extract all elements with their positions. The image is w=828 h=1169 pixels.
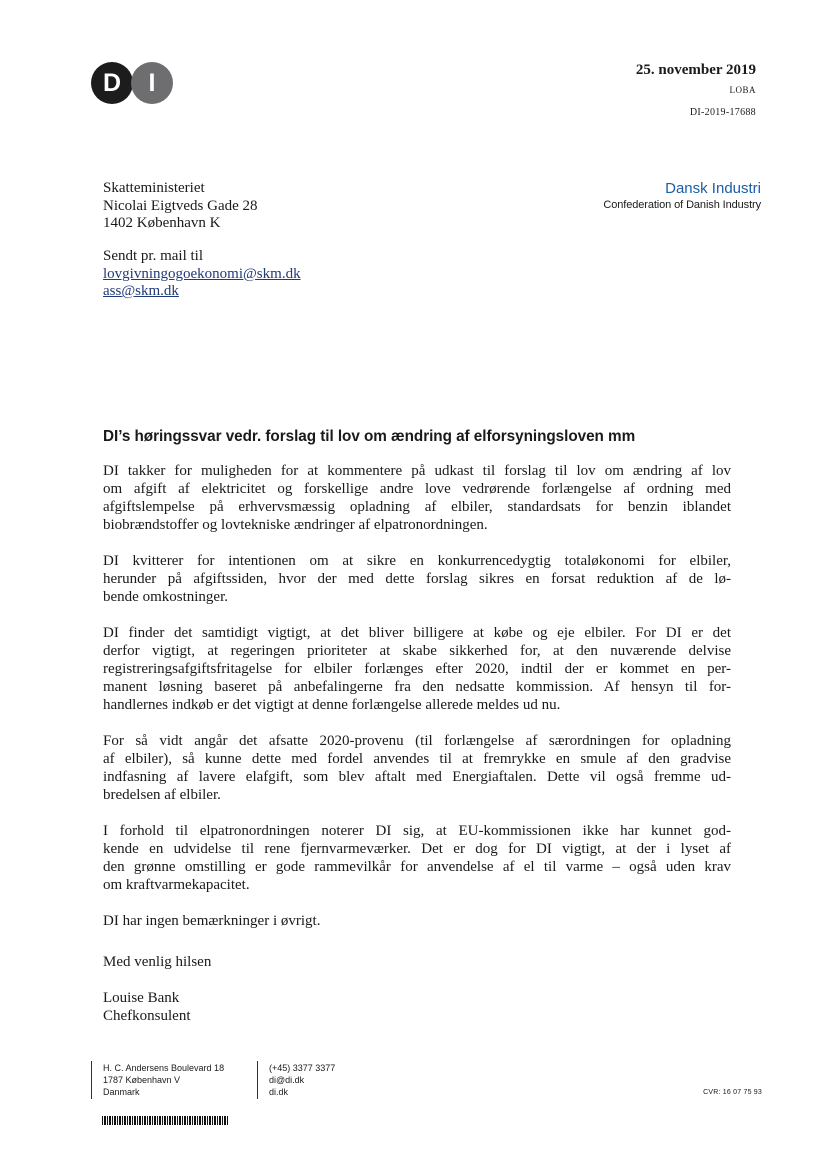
signer-name: Louise Bank (103, 990, 180, 1006)
paragraph-line: om afgift af elektricitet og forskellige andre love vedrørende forlængelse af ordning med (103, 481, 731, 497)
organization-name: Dansk Industri (665, 180, 761, 197)
recipient-street: Nicolai Eigtveds Gade 28 (103, 197, 258, 214)
reference-number: DI-2019-17688 (689, 107, 756, 118)
closing-greeting: Med venlig hilsen (103, 954, 212, 970)
body-paragraph (103, 552, 731, 606)
document-barcode (102, 1116, 229, 1125)
footer-contact (269, 1062, 335, 1098)
organization-subtitle: Confederation of Danish Industry (603, 199, 761, 211)
paragraph-line: DI kvitterer for intentionen om at sikre en konkurrencedygtig totaløkonomi for elbiler, (103, 553, 731, 569)
paragraph-line: biobrændstoffer og lovtekniske ændringer af elpatronordningen. (103, 517, 488, 533)
paragraph-line: DI finder det samtidigt vigtigt, at det bliver billigere at købe og eje elbiler. For DI er det (103, 625, 731, 641)
footer-divider-left (91, 1061, 92, 1099)
recipient-city: 1402 København K (103, 215, 221, 231)
paragraph-line: DI takker for muligheden for at kommentere på udkast til forslag til lov om ændring af lov (103, 463, 731, 479)
author-initials: LOBA (729, 85, 756, 95)
paragraph-line: derfor vigtigt, at regeringen prioriteter at skabe sikkerhed for, at den nuværende delvise (103, 643, 731, 659)
recipient-address (103, 180, 258, 233)
footer-phone: (+45) 3377 3377 (269, 1063, 336, 1073)
paragraph-line: bende omkostninger. (103, 589, 228, 605)
body-paragraph (103, 462, 731, 534)
sent-by-mail (103, 248, 301, 301)
paragraph-line: manent løsning baseret på anbefalingerne fra den nedsatte kommission. Af hensyn til for- (103, 679, 731, 695)
paragraph-line: handlernes indkøb er det vigtigt at denne forlængelse allerede meldes ud nu. (103, 697, 561, 713)
paragraph-line: af elbiler), så kunne dette med fordel anvendes til at fremrykke en smule af den gradvise (103, 751, 731, 767)
letter-date: 25. november 2019 (635, 62, 756, 78)
body-paragraph (103, 912, 731, 930)
body-paragraph (103, 822, 731, 894)
di-logo (91, 62, 175, 104)
signer-title: Chefkonsulent (103, 1008, 191, 1024)
paragraph-line: For så vidt angår det afsatte 2020-provenu (til forlængelse af særordningen for opladning (103, 733, 731, 749)
footer-address-country: Danmark (103, 1087, 140, 1097)
footer-address (103, 1062, 224, 1098)
logo-d-circle: D (91, 62, 133, 104)
footer-address-city: 1787 København V (103, 1075, 181, 1085)
body-paragraph (103, 732, 731, 804)
paragraph-line: den grønne omstilling er gode rammevilkår for anvendelse af el til varme – også uden krav (103, 859, 731, 875)
paragraph-line: indfasning af lavere elafgift, som blev aftalt med Energiaftalen. Dette vil også fremme ud- (103, 769, 731, 785)
paragraph-line: herunder på afgiftssiden, hvor der med dette forslag sikres en forsat reduktion af de lø- (103, 571, 731, 587)
recipient-name: Skatteministeriet (103, 180, 205, 196)
letter-body (103, 462, 731, 948)
email-link-lovgivning[interactable]: lovgivningogoekonomi@skm.dk (103, 265, 301, 282)
letter-title: DI’s høringssvar vedr. forslag til lov om ændring af elforsyningsloven mm (103, 428, 636, 445)
sent-label: Sendt pr. mail til (103, 248, 203, 264)
paragraph-line: om kraftvarmekapacitet. (103, 877, 250, 893)
cvr-number: CVR: 16 07 75 93 (703, 1089, 762, 1096)
paragraph-line: DI har ingen bemærkninger i øvrigt. (103, 913, 321, 929)
paragraph-line: registreringsafgiftsfritagelse for elbiler forlænges efter 2020, indtil der er kommet en per- (103, 661, 731, 677)
footer-email: di@di.dk (269, 1075, 305, 1085)
email-link-ass[interactable]: ass@skm.dk (103, 283, 179, 299)
paragraph-line: kende en udvidelse til rene fjernvarmeværker. Det er dog for DI vigtigt, at der i lyset af (103, 841, 731, 857)
footer-address-street: H. C. Andersens Boulevard 18 (103, 1063, 225, 1073)
logo-i-circle: I (131, 62, 173, 104)
paragraph-line: bredelsen af elbiler. (103, 787, 221, 803)
footer-divider-middle (257, 1061, 258, 1099)
paragraph-line: I forhold til elpatronordningen noterer DI sig, at EU-kommissionen ikke har kunnet god- (103, 823, 731, 839)
footer-website: di.dk (269, 1087, 289, 1097)
body-paragraph (103, 624, 731, 714)
paragraph-line: afgiftslempelse på erhvervsmæssig opladning af elbiler, standardsats for benzin iblandet (103, 499, 731, 515)
